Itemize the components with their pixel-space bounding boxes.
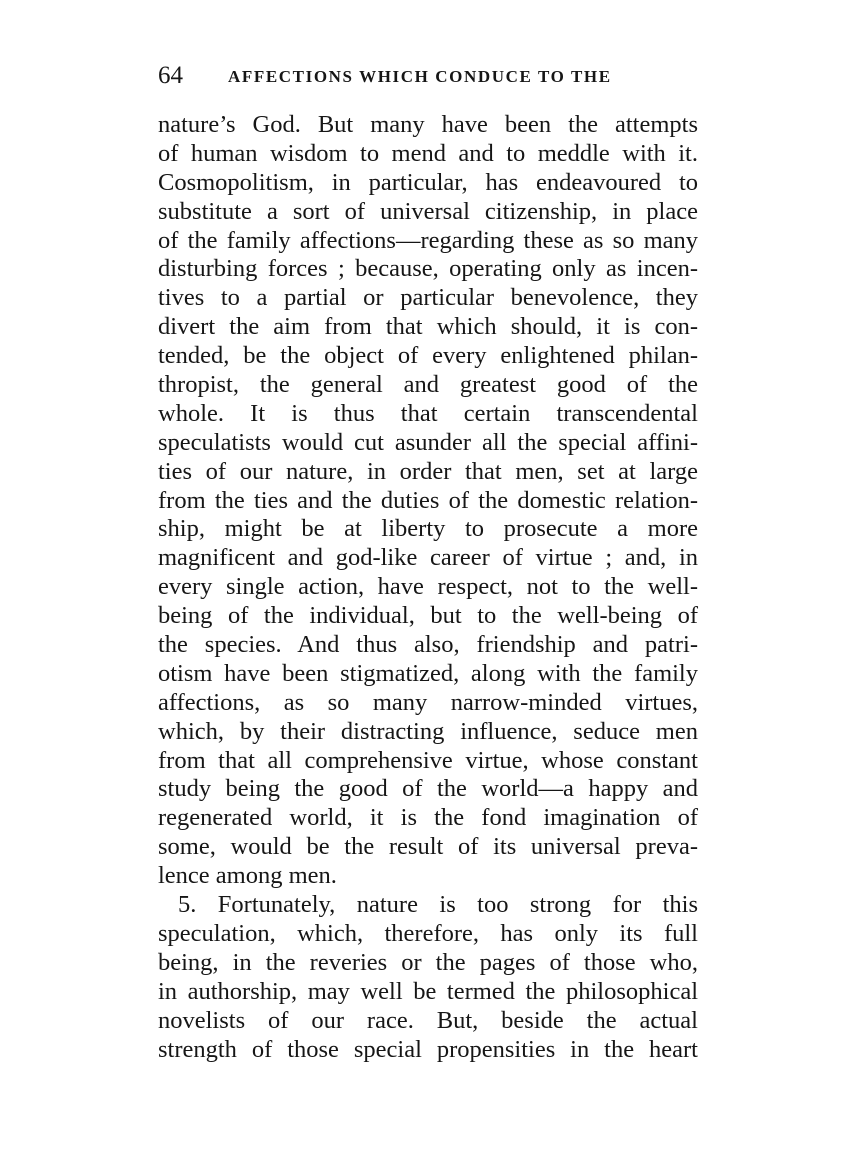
page-number: 64: [158, 62, 183, 89]
text-line: strength of those special propensities in the heart: [158, 1035, 698, 1063]
text-line: otism have been stigmatized, along with the family: [158, 659, 698, 687]
running-title: AFFECTIONS WHICH CONDUCE TO THE: [228, 67, 612, 86]
text-line: tives to a partial or particular benevolence, they: [158, 284, 698, 312]
text-line: disturbing forces ; because, operating only as incen-: [158, 255, 698, 283]
text-line: nature’s God. But many have been the attempts: [158, 111, 698, 138]
text-line: novelists of our race. But, beside the actual: [158, 1006, 698, 1034]
text-line: regenerated world, it is the fond imagination of: [158, 804, 698, 832]
text-line: the species. And thus also, friendship and patri-: [158, 631, 698, 659]
text-line: of the family affections—regarding these as so many: [158, 226, 698, 254]
text-line: substitute a sort of universal citizenship, in place: [158, 197, 698, 225]
text-line: study being the good of the world—a happy and: [158, 775, 698, 803]
running-header: [158, 60, 698, 92]
text-line: thropist, the general and greatest good of the: [158, 371, 698, 399]
paragraph-start-line: 5. Fortunately, nature is too strong for this: [178, 891, 698, 919]
paragraph-end-line: lence among men.: [158, 862, 337, 890]
text-line: from the ties and the duties of the domestic relation-: [158, 486, 698, 514]
text-line: tended, be the object of every enlightened philan-: [158, 342, 698, 370]
body-text: [158, 111, 698, 1064]
text-line: some, would be the result of its universal preva-: [158, 833, 698, 861]
text-line: in authorship, may well be termed the philosophical: [158, 977, 698, 1005]
text-line: speculatists would cut asunder all the special affini-: [158, 428, 698, 456]
text-line: divert the aim from that which should, it is con-: [158, 313, 698, 341]
text-line: being of the individual, but to the well-being of: [158, 602, 698, 630]
text-line: from that all comprehensive virtue, whose constant: [158, 746, 698, 774]
text-line: which, by their distracting influence, seduce men: [158, 717, 698, 745]
text-line: Cosmopolitism, in particular, has endeavoured to: [158, 168, 698, 196]
text-line: every single action, have respect, not to the well-: [158, 573, 698, 601]
text-line: affections, as so many narrow-minded virtues,: [158, 688, 698, 716]
text-line: whole. It is thus that certain transcendental: [158, 399, 698, 427]
text-line: ties of our nature, in order that men, set at large: [158, 457, 698, 485]
text-line: magnificent and god-like career of virtue ; and, in: [158, 544, 698, 572]
text-line: ship, might be at liberty to prosecute a more: [158, 515, 698, 543]
text-line: of human wisdom to mend and to meddle with it.: [158, 139, 698, 167]
text-line: being, in the reveries or the pages of those who,: [158, 948, 698, 976]
text-line: speculation, which, therefore, has only its full: [158, 919, 698, 947]
